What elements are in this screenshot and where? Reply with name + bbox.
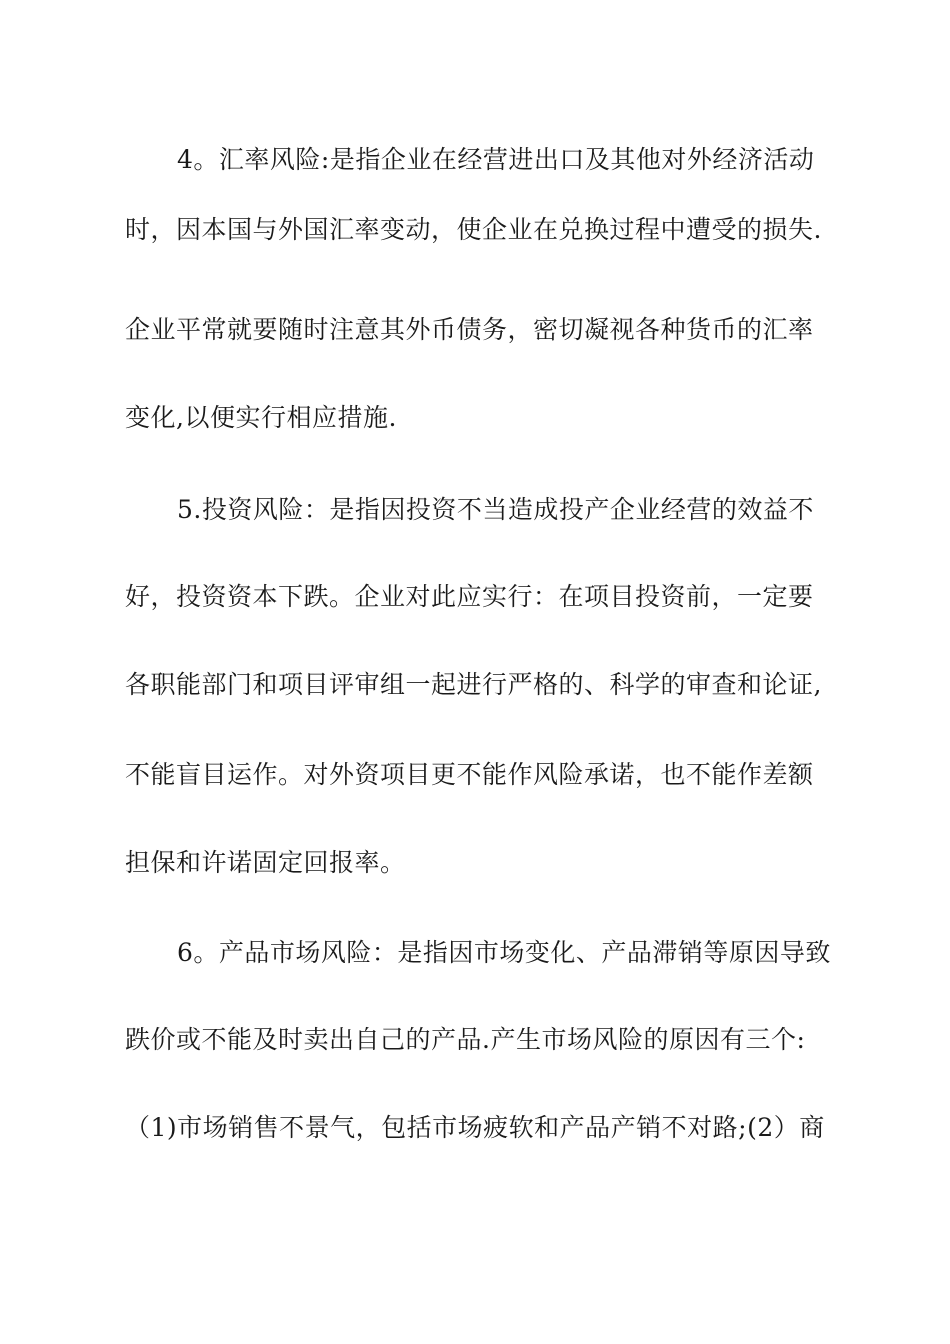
paragraph-4-line-4: 变化,以便实行相应措施.	[125, 403, 397, 432]
paragraph-6-line-2: 跌价或不能及时卖出自己的产品.产生市场风险的原因有三个:	[125, 1025, 806, 1054]
paragraph-4-line-2: 时，因本国与外国汇率变动，使企业在兑换过程中遭受的损失.	[125, 215, 822, 244]
paragraph-5-line-5: 担保和许诺固定回报率。	[125, 848, 406, 877]
paragraph-6-line-3: （1)市场销售不景气，包括市场疲软和产品产销不对路;(2）商	[125, 1113, 825, 1142]
paragraph-6-line-1: 6。产品市场风险：是指因市场变化、产品滞销等原因导致	[177, 938, 831, 967]
paragraph-5-line-1: 5.投资风险：是指因投资不当造成投产企业经营的效益不	[177, 495, 814, 524]
paragraph-5-line-2: 好，投资资本下跌。企业对此应实行：在项目投资前，一定要	[125, 582, 814, 611]
paragraph-4-line-3: 企业平常就要随时注意其外币债务，密切凝视各种货币的汇率	[125, 315, 814, 344]
paragraph-5-line-3: 各职能部门和项目评审组一起进行严格的、科学的审查和论证,	[125, 670, 822, 699]
paragraph-4-line-1: 4。汇率风险:是指企业在经营进出口及其他对外经济活动	[177, 145, 815, 174]
paragraph-5-line-4: 不能盲目运作。对外资项目更不能作风险承诺，也不能作差额	[125, 760, 814, 789]
